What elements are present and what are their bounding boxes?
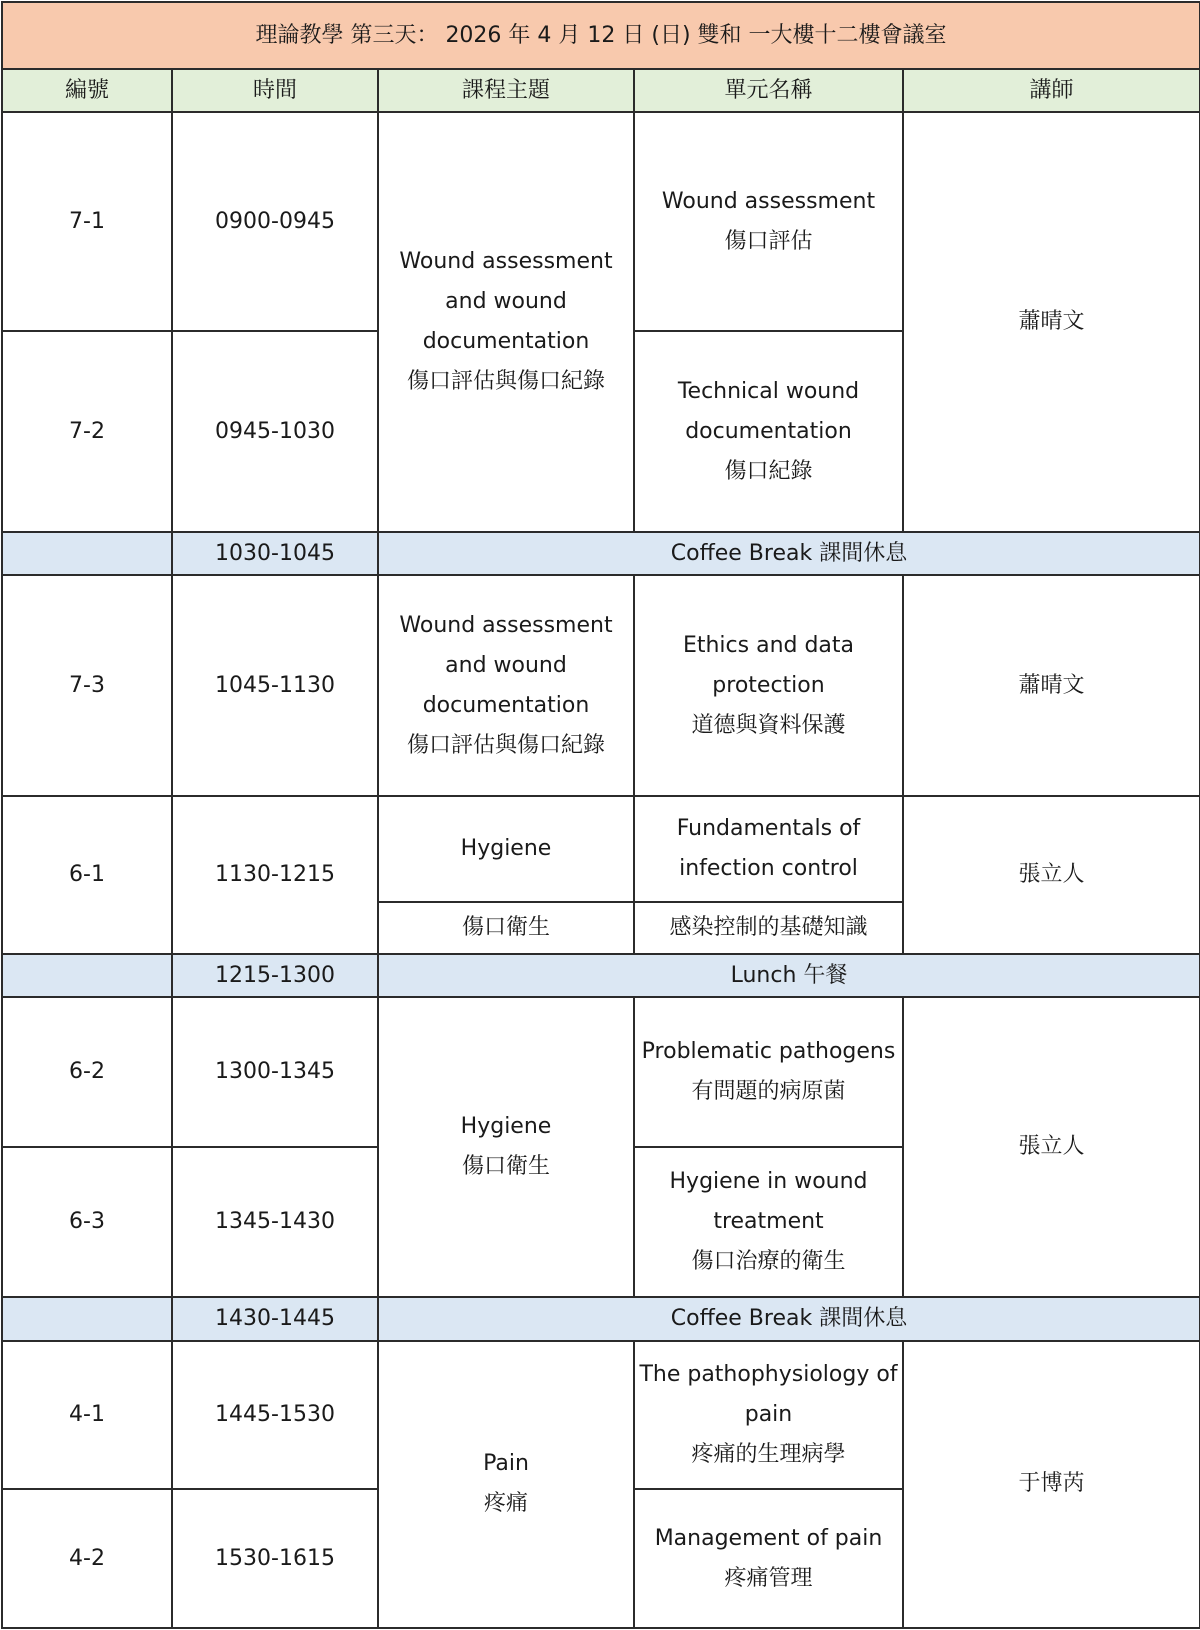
session-id: 7-1 <box>2 112 172 331</box>
course-topic <box>378 1341 634 1628</box>
table-row <box>2 997 1200 1147</box>
unit-name <box>634 112 903 331</box>
lunch-row <box>2 954 1200 997</box>
session-id: 4-2 <box>2 1489 172 1628</box>
unit-name <box>634 1341 903 1490</box>
unit-name <box>634 575 903 796</box>
lecturer: 蕭晴文 <box>903 112 1200 532</box>
schedule-title: 理論教學 第三天： 2026 年 4 月 12 日 (日) 雙和 一大樓十二樓會議室 <box>2 2 1200 69</box>
header-unit: 單元名稱 <box>634 69 903 112</box>
unit-name-text: Ethics and data protection 道德與資料保護 <box>682 632 855 738</box>
course-topic: Hygiene <box>378 796 634 901</box>
session-time: 0900-0945 <box>172 112 378 331</box>
session-time: 1530-1615 <box>172 1489 378 1628</box>
header-number: 編號 <box>2 69 172 112</box>
course-topic-text: Pain 疼痛 <box>483 1451 529 1517</box>
unit-name-text: Problematic pathogens 有問題的病原菌 <box>641 1039 896 1105</box>
unit-name-text: Fundamentals of infection control <box>676 816 861 882</box>
course-topic-text: Wound assessment and wound documentation 傷口評估與傷口紀錄 <box>399 612 613 758</box>
session-id: 6-3 <box>2 1147 172 1298</box>
lecturer: 張立人 <box>903 796 1200 954</box>
course-topic-text: Wound assessment and wound documentation 傷口評估與傷口紀錄 <box>399 249 613 395</box>
course-topic <box>378 575 634 796</box>
table-row <box>2 1341 1200 1490</box>
session-time: 1045-1130 <box>172 575 378 796</box>
session-id: 6-1 <box>2 796 172 954</box>
course-topic-text: Hygiene 傷口衛生 <box>460 1114 552 1180</box>
unit-name-text: The pathophysiology of pain 疼痛的生理病學 <box>639 1361 898 1467</box>
session-id: 7-3 <box>2 575 172 796</box>
unit-name <box>634 331 903 532</box>
lecturer: 蕭晴文 <box>903 575 1200 796</box>
break-row <box>2 1297 1200 1340</box>
break-time: 1030-1045 <box>172 532 378 575</box>
unit-name <box>634 1489 903 1628</box>
header-time: 時間 <box>172 69 378 112</box>
course-topic-zh: 傷口衛生 <box>378 902 634 954</box>
unit-name <box>634 997 903 1147</box>
break-id-empty <box>2 954 172 997</box>
table-row <box>2 796 1200 901</box>
session-time: 1300-1345 <box>172 997 378 1147</box>
header-row <box>2 69 1200 112</box>
break-label: Coffee Break 課間休息 <box>378 1297 1200 1340</box>
table-row <box>2 112 1200 331</box>
header-topic: 課程主題 <box>378 69 634 112</box>
break-label: Coffee Break 課間休息 <box>378 532 1200 575</box>
unit-name <box>634 1147 903 1298</box>
session-id: 4-1 <box>2 1341 172 1490</box>
session-id: 6-2 <box>2 997 172 1147</box>
lunch-label: Lunch 午餐 <box>378 954 1200 997</box>
unit-name-zh: 感染控制的基礎知識 <box>634 902 903 954</box>
session-time: 1130-1215 <box>172 796 378 954</box>
unit-name-text: Technical wound documentation 傷口紀錄 <box>677 378 860 484</box>
break-id-empty <box>2 532 172 575</box>
session-time: 0945-1030 <box>172 331 378 532</box>
title-row <box>2 2 1200 69</box>
break-time: 1430-1445 <box>172 1297 378 1340</box>
unit-name-text: Wound assessment 傷口評估 <box>661 188 876 254</box>
unit-name-text: Management of pain 疼痛管理 <box>654 1525 883 1591</box>
header-lecturer: 講師 <box>903 69 1200 112</box>
table-row <box>2 575 1200 796</box>
session-id: 7-2 <box>2 331 172 532</box>
session-time: 1445-1530 <box>172 1341 378 1490</box>
course-topic <box>378 997 634 1297</box>
schedule-table <box>1 1 1200 1629</box>
session-time: 1345-1430 <box>172 1147 378 1298</box>
unit-name <box>634 796 903 901</box>
break-id-empty <box>2 1297 172 1340</box>
course-topic <box>378 112 634 532</box>
unit-name-text: Hygiene in wound treatment 傷口治療的衛生 <box>669 1169 868 1275</box>
break-time: 1215-1300 <box>172 954 378 997</box>
break-row <box>2 532 1200 575</box>
lecturer: 張立人 <box>903 997 1200 1297</box>
lecturer: 于博芮 <box>903 1341 1200 1628</box>
